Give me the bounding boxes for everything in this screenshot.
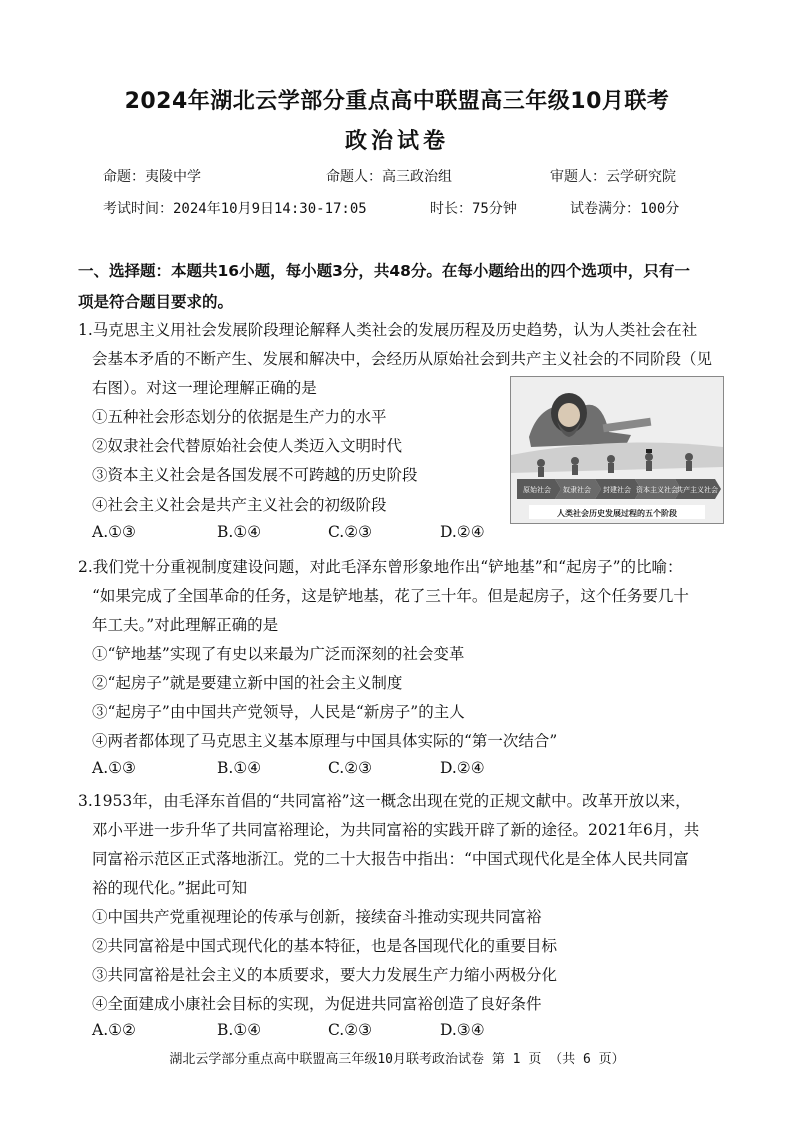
- reviewer-label: 审题人：云学研究院: [550, 169, 676, 185]
- q2-statement: ③“起房子”由中国共产党领导，人民是“新房子”的主人: [92, 703, 465, 721]
- q2-statement: ④两者都体现了马克思主义基本原理与中国具体实际的“第一次结合”: [92, 732, 558, 750]
- q3-option-c[interactable]: C.②③: [328, 1021, 373, 1039]
- q2-option-b[interactable]: B.①④: [217, 759, 262, 777]
- exam-title: 2024年湖北云学部分重点高中联盟高三年级10月联考: [124, 89, 670, 114]
- exam-duration: 时长：75分钟: [430, 201, 517, 217]
- q2-statement: ①“铲地基”实现了有史以来最为广泛而深刻的社会变革: [92, 645, 465, 663]
- q1-statement: ③资本主义社会是各国发展不可跨越的历史阶段: [92, 466, 418, 484]
- q2-line: “如果完成了全国革命的任务，这是铲地基，花了三十年。但是起房子，这个任务要几十: [92, 587, 689, 605]
- exam-time: 考试时间：2024年10月9日14:30-17:05: [103, 201, 367, 217]
- section-instruction-line-1: 一、选择题：本题共16小题，每小题3分，共48分。在每小题给出的四个选项中，只有一: [78, 262, 690, 280]
- q1-line: 1.马克思主义用社会发展阶段理论解释人类社会的发展历程及历史趋势，认为人类社会在社: [78, 321, 698, 339]
- stage-label-slave: 奴隶社会: [563, 486, 591, 494]
- figure-caption: 人类社会历史发展过程的五个阶段: [557, 509, 677, 518]
- q2-line: 年工夫。”对此理解正确的是: [92, 616, 279, 634]
- q1-statement: ①五种社会形态划分的依据是生产力的水平: [92, 408, 387, 426]
- social-stages-figure: [510, 376, 724, 524]
- q3-statement: ②共同富裕是中国式现代化的基本特征，也是各国现代化的重要目标: [92, 937, 558, 955]
- exam-full-score: 试卷满分：100分: [570, 201, 680, 217]
- q1-line: 会基本矛盾的不断产生、发展和解决中，会经历从原始社会到共产主义社会的不同阶段（见: [92, 350, 713, 368]
- stage-label-feudal: 封建社会: [603, 486, 631, 494]
- q2-option-a[interactable]: A.①③: [92, 759, 136, 777]
- q3-option-d[interactable]: D.③④: [440, 1021, 485, 1039]
- q2-statement: ②“起房子”就是要建立新中国的社会主义制度: [92, 674, 403, 692]
- author-label: 命题人：高三政治组: [326, 169, 452, 185]
- q1-statement: ④社会主义社会是共产主义社会的初级阶段: [92, 496, 387, 514]
- q1-option-a[interactable]: A.①③: [92, 523, 136, 541]
- q3-line: 邓小平进一步升华了共同富裕理论，为共同富裕的实践开辟了新的途径。2021年6月，共: [92, 821, 700, 839]
- q1-line: 右图）。对这一理论理解正确的是: [92, 379, 317, 397]
- q3-statement: ①中国共产党重视理论的传承与创新，接续奋斗推动实现共同富裕: [92, 908, 542, 926]
- q1-option-c[interactable]: C.②③: [328, 523, 373, 541]
- q3-line: 3.1953年，由毛泽东首倡的“共同富裕”这一概念出现在党的正规文献中。改革开放以来，: [78, 792, 691, 810]
- q2-option-c[interactable]: C.②③: [328, 759, 373, 777]
- q3-statement: ③共同富裕是社会主义的本质要求，要大力发展生产力缩小两极分化: [92, 966, 558, 984]
- q3-line: 裕的现代化。”据此可知: [92, 879, 248, 897]
- q3-line: 同富裕示范区正式落地浙江。党的二十大报告中指出：“中国式现代化是全体人民共同富: [92, 850, 689, 868]
- q3-option-a[interactable]: A.①②: [92, 1021, 136, 1039]
- q2-option-d[interactable]: D.②④: [440, 759, 485, 777]
- q2-line: 2.我们党十分重视制度建设问题，对此毛泽东曾形象地作出“铲地基”和“起房子”的比喻：: [78, 558, 683, 576]
- q3-statement: ④全面建成小康社会目标的实现，为促进共同富裕创造了良好条件: [92, 995, 542, 1013]
- stage-label-primitive: 原始社会: [523, 486, 551, 494]
- setter-label: 命题：夷陵中学: [103, 169, 201, 185]
- q1-option-d[interactable]: D.②④: [440, 523, 485, 541]
- q1-option-b[interactable]: B.①④: [217, 523, 262, 541]
- q1-statement: ②奴隶社会代替原始社会使人类迈入文明时代: [92, 437, 403, 455]
- page-footer: 湖北云学部分重点高中联盟高三年级10月联考政治试卷 第 1 页 （共 6 页）: [169, 1052, 625, 1067]
- stage-label-communist: 共产主义社会: [676, 486, 718, 494]
- stage-label-capitalist: 资本主义社会: [636, 486, 678, 494]
- q3-option-b[interactable]: B.①④: [217, 1021, 262, 1039]
- exam-subject: 政治试卷: [344, 129, 449, 154]
- section-instruction-line-2: 项是符合题目要求的。: [78, 293, 234, 311]
